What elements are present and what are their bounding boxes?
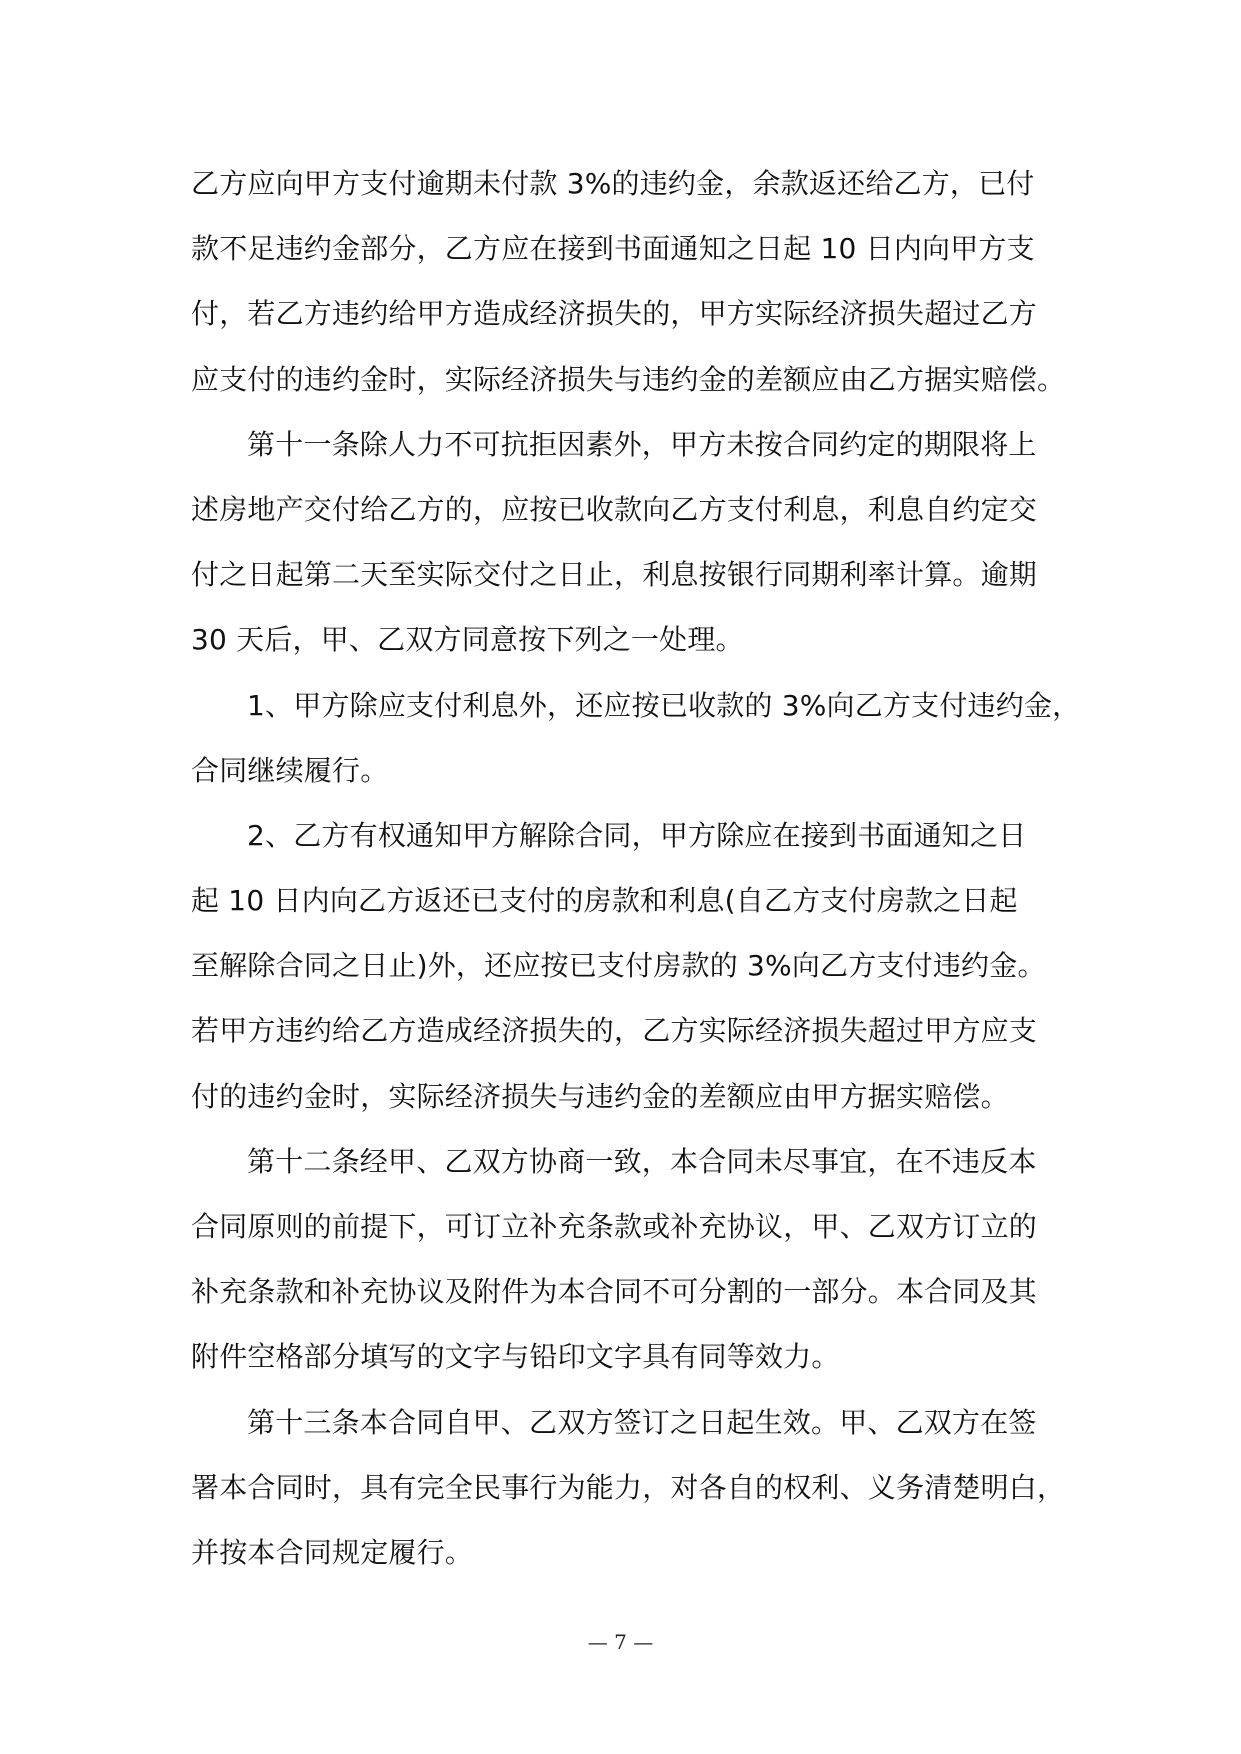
text-line: 付之日起第二天至实际交付之日止，利息按银行同期利率计算。逾期 bbox=[191, 558, 1038, 592]
text-line: 30 天后，甲、乙双方同意按下列之一处理。 bbox=[191, 623, 744, 657]
text-line: 付的违约金时，实际经济损失与违约金的差额应由甲方据实赔偿。 bbox=[191, 1079, 1009, 1113]
text-line: 若甲方违约给乙方造成经济损失的，乙方实际经济损失超过甲方应支 bbox=[191, 1014, 1038, 1048]
text-line: 乙方应向甲方支付逾期未付款 3%的违约金，余款返还给乙方，已付 bbox=[191, 167, 1035, 200]
text-line: 合同原则的前提下，可订立补充条款或补充协议，甲、乙双方订立的 bbox=[191, 1210, 1038, 1243]
text-line: 至解除合同之日止)外，还应按已支付房款的 3%向乙方支付违约金。 bbox=[191, 949, 1046, 983]
clause-11-first-line: 第十一条除人力不可抗拒因素外，甲方未按合同约定的期限将上 bbox=[247, 427, 1037, 461]
item-1-first-line: 1、甲方除应支付利息外，还应按已收款的 3%向乙方支付违约金， bbox=[247, 688, 1081, 722]
clause-13-first-line: 第十三条本合同自甲、乙双方签订之日起生效。甲、乙双方在签 bbox=[247, 1405, 1037, 1439]
text-line: 附件空格部分填写的文字与铅印文字具有同等效力。 bbox=[191, 1340, 840, 1374]
text-line: 述房地产交付给乙方的，应按已收款向乙方支付利息，利息自约定交 bbox=[191, 492, 1038, 526]
text-line: 付，若乙方违约给甲方造成经济损失的，甲方实际经济损失超过乙方 bbox=[191, 297, 1038, 331]
page-number: — 7 — bbox=[587, 1630, 654, 1654]
text-line: 合同继续履行。 bbox=[191, 753, 389, 787]
text-line: 并按本合同规定履行。 bbox=[191, 1535, 474, 1569]
text-line: 应支付的违约金时，实际经济损失与违约金的差额应由乙方据实赔偿。 bbox=[191, 362, 1066, 396]
contract-body-text bbox=[191, 151, 1084, 1585]
text-line: 款不足违约金部分，乙方应在接到书面通知之日起 10 日内向甲方支 bbox=[191, 232, 1035, 266]
text-line: 署本合同时，具有完全民事行为能力，对各自的权利、义务清楚明白， bbox=[191, 1470, 1066, 1504]
item-2-first-line: 2、乙方有权通知甲方解除合同，甲方除应在接到书面通知之日 bbox=[247, 818, 1027, 852]
clause-12-first-line: 第十二条经甲、乙双方协商一致，本合同未尽事宜，在不违反本 bbox=[247, 1144, 1037, 1178]
text-line: 起 10 日内向乙方返还已支付的房款和利息(自乙方支付房款之日起 bbox=[191, 884, 1018, 918]
text-line: 补充条款和补充协议及附件为本合同不可分割的一部分。本合同及其 bbox=[191, 1275, 1038, 1309]
